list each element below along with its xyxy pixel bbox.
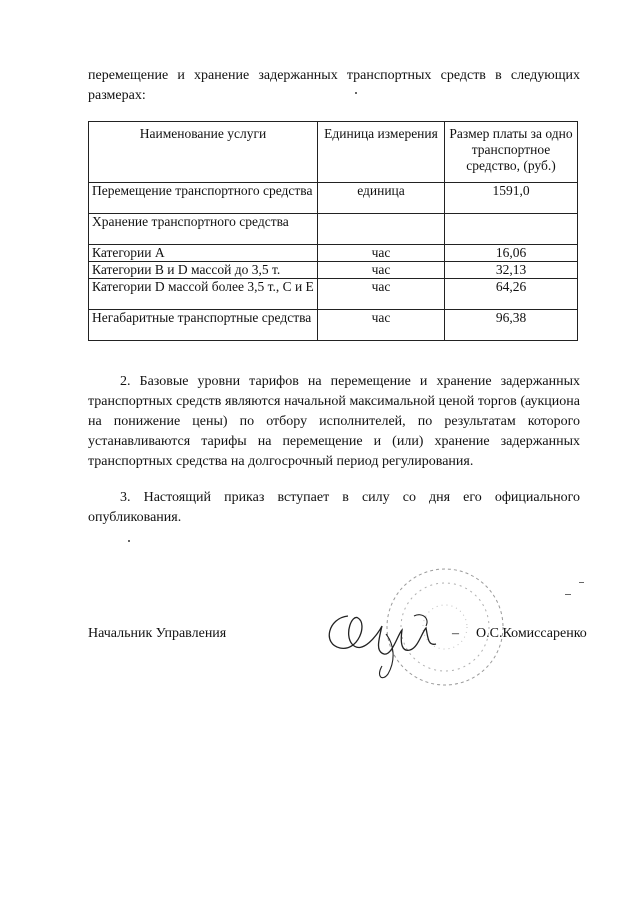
header-unit: Единица измерения [318,122,445,183]
service-cell: Категории D массой более 3,5 т., С и Е [89,279,318,310]
signature-dash: – [452,626,459,641]
service-cell: Категории А [89,245,318,262]
header-price: Размер платы за одно транспортное средство, (руб.) [445,122,578,183]
table-row [89,262,578,279]
signatory-title: Начальник Управления [88,626,227,641]
table-header-row [89,122,578,183]
paragraph-2: 2. Базовые уровни тарифов на перемещение и хранение задержанных транспортных средств являются начальной максимальной ценой торгов (аукциона на понижение цены) по отбору исполнителей, по результатам которого устанавливаются тарифы на перемещение и (или) хранение задержанных транспортных средства на долгосрочный период регулирования. [88,374,580,469]
scan-speck [128,540,130,542]
price-cell: 96,38 [445,310,578,341]
unit-cell: час [318,262,445,279]
price-cell: 64,26 [445,279,578,310]
unit-cell: час [318,279,445,310]
scan-speck [579,582,584,583]
table-row [89,245,578,262]
tariff-table [88,121,578,341]
unit-cell: час [318,245,445,262]
price-cell [445,214,578,245]
intro-text: перемещение и хранение задержанных транспортных средств в следующих размерах: [88,68,580,103]
unit-cell [318,214,445,245]
table-row [89,183,578,214]
unit-cell: единица [318,183,445,214]
service-cell: Перемещение транспортного средства [89,183,318,214]
signatory-name: О.С.Комиссаренко [476,626,587,641]
table-row [89,310,578,341]
service-cell: Хранение транспортного средства [89,214,318,245]
price-cell: 16,06 [445,245,578,262]
scan-speck [565,594,571,595]
header-service: Наименование услуги [89,122,318,183]
unit-cell: час [318,310,445,341]
table-row [89,279,578,310]
service-cell: Категории B и D массой до 3,5 т. [89,262,318,279]
signature-scribble [318,604,468,684]
price-cell: 1591,0 [445,183,578,214]
paragraph-3: 3. Настоящий приказ вступает в силу со дня его официального опубликования. [88,490,580,525]
table-row [89,214,578,245]
price-cell: 32,13 [445,262,578,279]
scan-speck [355,92,357,94]
service-cell: Негабаритные транспортные средства [89,310,318,341]
